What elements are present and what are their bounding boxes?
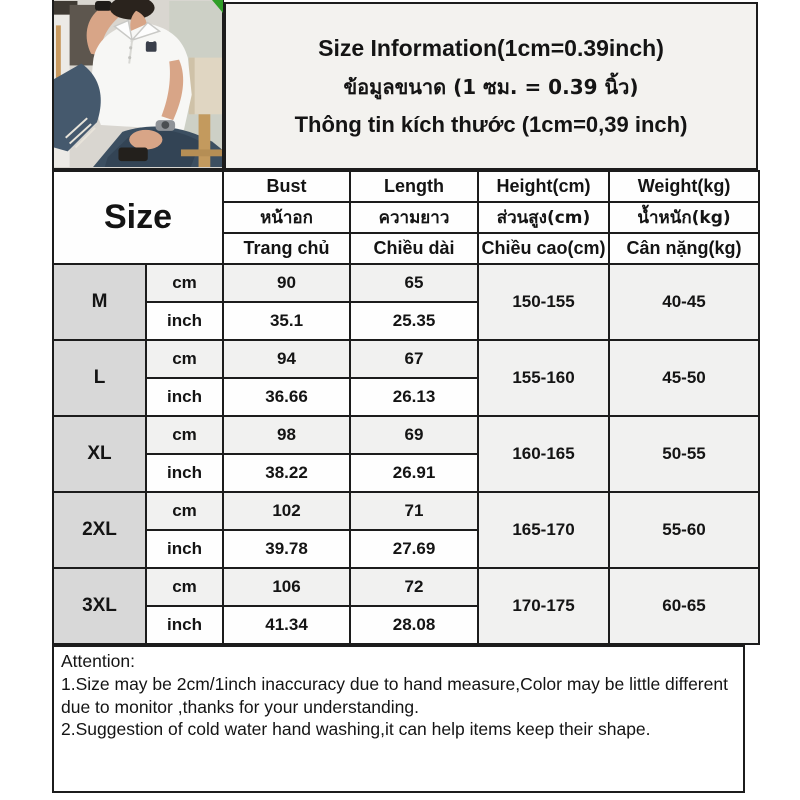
weight-range: 55-60 [609,492,759,568]
bust-inch-value: 36.66 [223,378,350,416]
length-inch-value: 27.69 [350,530,478,568]
table-row [53,568,759,606]
col-header-height-vi: Chiều cao(cm) [478,233,609,264]
unit-label: inch [146,530,223,568]
size-label-3xl: 3XL [53,568,146,644]
length-cm-value: 65 [350,264,478,302]
weight-range: 40-45 [609,264,759,340]
unit-label: cm [146,492,223,530]
bust-inch-value: 35.1 [223,302,350,340]
height-range: 165-170 [478,492,609,568]
size-information-title-box [224,2,758,170]
table-row [53,264,759,302]
bust-inch-value: 39.78 [223,530,350,568]
height-range: 155-160 [478,340,609,416]
col-header-weight-en: Weight(kg) [609,171,759,202]
model-photo-illustration [54,0,222,168]
length-inch-value: 25.35 [350,302,478,340]
weight-range: 50-55 [609,416,759,492]
unit-label: cm [146,416,223,454]
bust-cm-value: 94 [223,340,350,378]
header-row-english [53,171,759,202]
length-cm-value: 69 [350,416,478,454]
length-cm-value: 72 [350,568,478,606]
length-inch-value: 26.91 [350,454,478,492]
bust-cm-value: 102 [223,492,350,530]
col-header-height-th: ส่วนสูง(cm) [478,202,609,233]
unit-label: cm [146,264,223,302]
title-vietnamese: Thông tin kích thước (1cm=0,39 inch) [294,111,688,137]
size-label-xl: XL [53,416,146,492]
col-header-bust-en: Bust [223,171,350,202]
bust-inch-value: 41.34 [223,606,350,644]
bust-cm-value: 106 [223,568,350,606]
length-cm-value: 67 [350,340,478,378]
title-english: Size Information(1cm=0.39inch) [318,34,664,61]
unit-label: cm [146,568,223,606]
size-label-m: M [53,264,146,340]
title-thai: ข้อมูลขนาด (1 ซม. = 0.39 นิ้ว) [343,74,639,99]
col-header-weight-vi: Cân nặng(kg) [609,233,759,264]
col-header-bust-th: หน้าอก [223,202,350,233]
attention-note-1: 1.Size may be 2cm/1inch inaccuracy due to hand measure,Color may be little different due to monitor ,thanks for your understanding. [61,673,728,717]
product-photo [52,0,224,170]
size-table [52,170,760,645]
col-header-length-vi: Chiều dài [350,233,478,264]
unit-label: cm [146,340,223,378]
height-range: 160-165 [478,416,609,492]
height-range: 170-175 [478,568,609,644]
table-row [53,340,759,378]
attention-note-2: 2.Suggestion of cold water hand washing,it can help items keep their shape. [61,719,651,740]
col-header-bust-vi: Trang chủ [223,233,350,264]
weight-range: 60-65 [609,568,759,644]
table-row [53,492,759,530]
size-label-l: L [53,340,146,416]
col-header-length-th: ความยาว [350,202,478,233]
unit-label: inch [146,454,223,492]
col-header-length-en: Length [350,171,478,202]
size-header-cell: Size [53,171,223,264]
bust-inch-value: 38.22 [223,454,350,492]
col-header-height-en: Height(cm) [478,171,609,202]
height-range: 150-155 [478,264,609,340]
green-corner-ribbon [212,0,223,13]
length-inch-value: 28.08 [350,606,478,644]
length-cm-value: 71 [350,492,478,530]
size-label-2xl: 2XL [53,492,146,568]
bust-cm-value: 98 [223,416,350,454]
unit-label: inch [146,302,223,340]
unit-label: inch [146,378,223,416]
table-row [53,416,759,454]
weight-range: 45-50 [609,340,759,416]
length-inch-value: 26.13 [350,378,478,416]
attention-heading: Attention: [61,651,135,671]
col-header-weight-th: น้ำหนัก(kg) [609,202,759,233]
attention-box [52,645,745,793]
unit-label: inch [146,606,223,644]
bust-cm-value: 90 [223,264,350,302]
